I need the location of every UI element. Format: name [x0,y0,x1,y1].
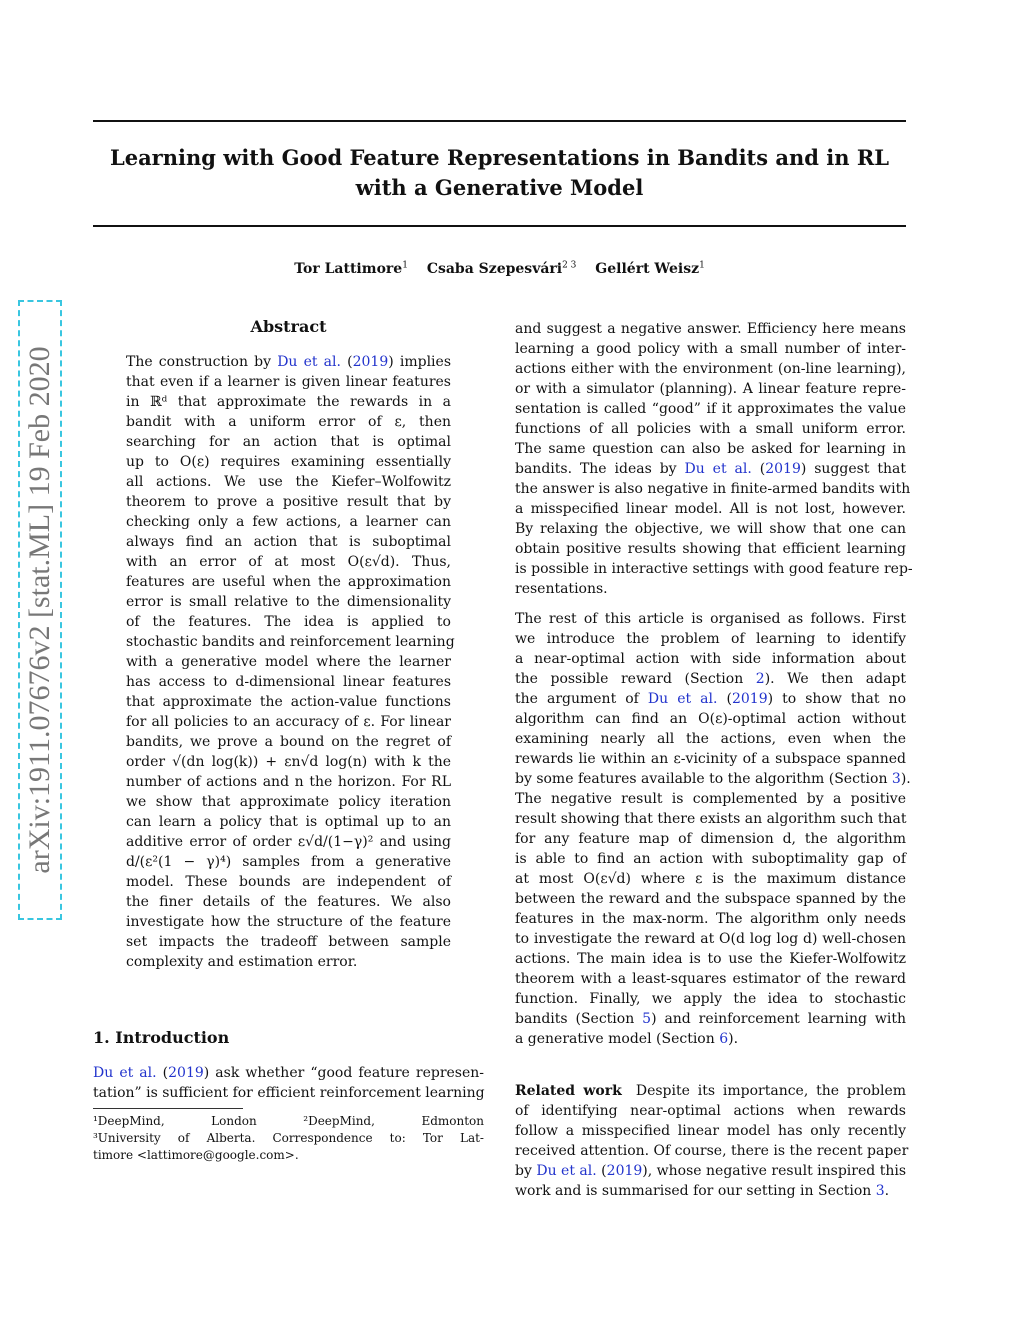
text-line: bandits (Section 5) and reinforcement learning with [515,1011,906,1027]
text-line: can learn a policy that is optimal up to an [126,814,451,830]
introduction-body [93,1063,484,1103]
text-line: investigate how the structure of the feature [126,914,451,930]
text-line: resentations. [515,581,608,597]
author: Tor Lattimore$^1$ [294,260,408,277]
title-bottom-rule [93,225,906,227]
text-line: and suggest a negative answer. Efficiency here means [515,321,906,337]
text-line: complexity and estimation error. [126,954,358,970]
abstract-heading: Abstract [250,317,327,336]
footnotes [93,1113,484,1164]
text-line: or with a simulator (planning). A linear feature repre- [515,381,906,397]
text-line: is able to find an action with suboptimality gap of [515,851,906,867]
title-line-2: with a Generative Model [355,175,644,200]
text-line: checking only a few actions, a learner can [126,514,451,530]
text-line: is possible in interactive settings with good feature rep- [515,561,913,577]
section-ref-link[interactable]: 6 [719,1031,729,1047]
text-line: features are useful when the approximation [126,574,451,590]
text-line: work and is summarised for our setting in Section 3. [515,1183,890,1199]
text-line: bandits, we prove a bound on the regret of [126,734,451,750]
text-line: The construction by Du et al. (2019) implies [126,354,451,370]
right-paragraph-1 [515,319,913,599]
citation-link[interactable]: Du et al. [647,691,718,707]
text-line: for all policies to an accuracy of ε. For linear [126,714,451,730]
top-rule [93,120,906,122]
text-line: in ℝᵈ that approximate the rewards in a [126,394,451,410]
section-ref-link[interactable]: 5 [642,1011,652,1027]
section-ref-link[interactable]: 2 [755,671,765,687]
citation-link[interactable]: Du et al. [277,354,341,370]
text-line: order √(dn log(k)) + εn√d log(n) with k the [126,754,451,770]
citation-link[interactable]: Du et al. [536,1163,597,1179]
text-line: The same question can also be asked for learning in [515,441,906,457]
text-line: By relaxing the objective, we will show that one can [515,521,906,537]
text-line: we introduce the problem of learning to identify [515,631,906,647]
text-line: searching for an action that is optimal [126,434,451,450]
text-line: stochastic bandits and reinforcement learning [126,634,455,650]
text-line: received attention. Of course, there is the recent paper [515,1143,909,1159]
text-line: with a generative model where the learner [126,654,451,670]
citation-year-link[interactable]: 2019 [606,1163,643,1179]
author: Csaba Szepesvári$^{2 3}$ [426,260,577,277]
text-line: Related work Despite its importance, the problem [515,1083,907,1099]
text-line: that approximate the action-value functions [126,694,451,710]
text-line: bandits. The ideas by Du et al. (2019) suggest that [515,461,907,477]
text-line: the possible reward (Section 2). We then adapt [515,671,907,687]
text-line: ¹DeepMind, London ²DeepMind, Edmonton [93,1114,484,1128]
text-line: follow a misspecified linear model has only recently [515,1123,906,1139]
text-line: Du et al. (2019) ask whether “good feature represen- [93,1065,485,1081]
text-line: of the features. The idea is applied to [126,614,451,630]
section-ref-link[interactable]: 3 [891,771,901,787]
text-line: all actions. We use the Kiefer–Wolfowitz [126,474,451,490]
citation-year-link[interactable]: 2019 [168,1065,204,1081]
abstract-body [126,352,455,972]
introduction-heading: 1. Introduction [93,1028,230,1047]
text-line: up to O(ε) requires examining essentially [126,454,451,470]
section-ref-link[interactable]: 3 [875,1183,885,1199]
text-line: examining nearly all the actions, even when the [515,731,906,747]
text-line: a misspecified linear model. All is not lost, however. [515,501,906,517]
text-line: The rest of this article is organised as follows. First [515,611,906,627]
text-line: between the reward and the subspace spanned by the [515,891,906,907]
text-line: always find an action that is suboptimal [126,534,451,550]
text-line: number of actions and n the horizon. For RL [126,774,451,790]
title-line-1: Learning with Good Feature Representations in Bandits and in RL [109,145,890,170]
text-line: obtain positive results showing that efficient learning [515,541,906,557]
text-line: tation” is sufficient for efficient reinforcement learning [93,1085,485,1101]
author-list [93,260,906,277]
text-line: result showing that there exists an algorithm such that [515,811,907,827]
text-line: theorem to prove a positive result that by [126,494,451,510]
citation-link[interactable]: Du et al. [684,461,752,477]
text-line: actions. The main idea is to use the Kiefer-Wolfowitz [515,951,906,967]
citation-year-link[interactable]: 2019 [731,691,768,707]
text-line: by some features available to the algorithm (Section 3). [515,771,911,787]
text-line: sentation is called “good” if it approximates the value [515,401,906,417]
text-line: additive error of order ε√d/(1−γ)² and using [126,834,451,850]
related-work-paragraph [515,1081,909,1201]
text-line: the finer details of the features. We also [126,894,451,910]
related-work-heading: Related work [515,1083,622,1099]
text-line: a generative model (Section 6). [515,1031,739,1047]
right-paragraph-2 [515,609,911,1049]
citation-link[interactable]: Du et al. [93,1065,157,1081]
text-line: has access to d-dimensional linear features [126,674,451,690]
citation-year-link[interactable]: 2019 [352,354,389,370]
author: Gellért Weisz$^1$ [595,260,705,277]
text-line: theorem with a least-squares estimator of the reward [515,971,906,987]
text-line: features in the max-norm. The algorithm only needs [515,911,906,927]
text-line: algorithm can find an O(ε)-optimal action without [515,711,906,727]
citation-year-link[interactable]: 2019 [765,461,801,477]
text-line: of identifying near-optimal actions when rewards [515,1103,906,1119]
text-line: bandit with a uniform error of ε, then [126,414,451,430]
text-line: model. These bounds are independent of [126,874,451,890]
text-line: actions either with the environment (on-line learning), [515,361,906,377]
text-line: d/(ε²(1 − γ)⁴) samples from a generative [126,854,451,870]
text-line: set impacts the tradeoff between sample [126,934,451,950]
arxiv-sidebar[interactable] [18,300,62,920]
text-line: timore <lattimore@google.com>. [93,1148,299,1162]
text-line: at most O(ε√d) where ε is the maximum distance [515,871,906,887]
text-line: with an error of at most O(ε√d). Thus, [126,554,451,570]
text-line: functions of all policies with a small uniform error. [515,421,906,437]
text-line: The negative result is complemented by a positive [515,791,906,807]
text-line: rewards lie within an ε-vicinity of a subspace spanned [515,751,906,767]
footnote-rule [93,1108,243,1109]
text-line: for any feature map of dimension d, the algorithm [515,831,906,847]
text-line: ³University of Alberta. Correspondence to: Tor Lat- [93,1131,484,1145]
text-line: error is small relative to the dimensionality [126,594,451,610]
text-line: by Du et al. (2019), whose negative result inspired this [515,1163,906,1179]
text-line: the answer is also negative in finite-armed bandits with [515,481,911,497]
arxiv-identifier: arXiv:1911.07676v2 [stat.ML] 19 Feb 2020 [23,346,56,874]
text-line: we show that approximate policy iteration [126,794,451,810]
text-line: to investigate the reward at O(d log log d) well-chosen [515,931,906,947]
text-line: function. Finally, we apply the idea to stochastic [515,991,906,1007]
text-line: the argument of Du et al. (2019) to show that no [515,691,907,707]
paper-title [93,143,906,203]
text-line: a near-optimal action with side information about [515,651,906,667]
text-line: learning a good policy with a small number of inter- [515,341,906,357]
text-line: that even if a learner is given linear features [126,374,451,390]
